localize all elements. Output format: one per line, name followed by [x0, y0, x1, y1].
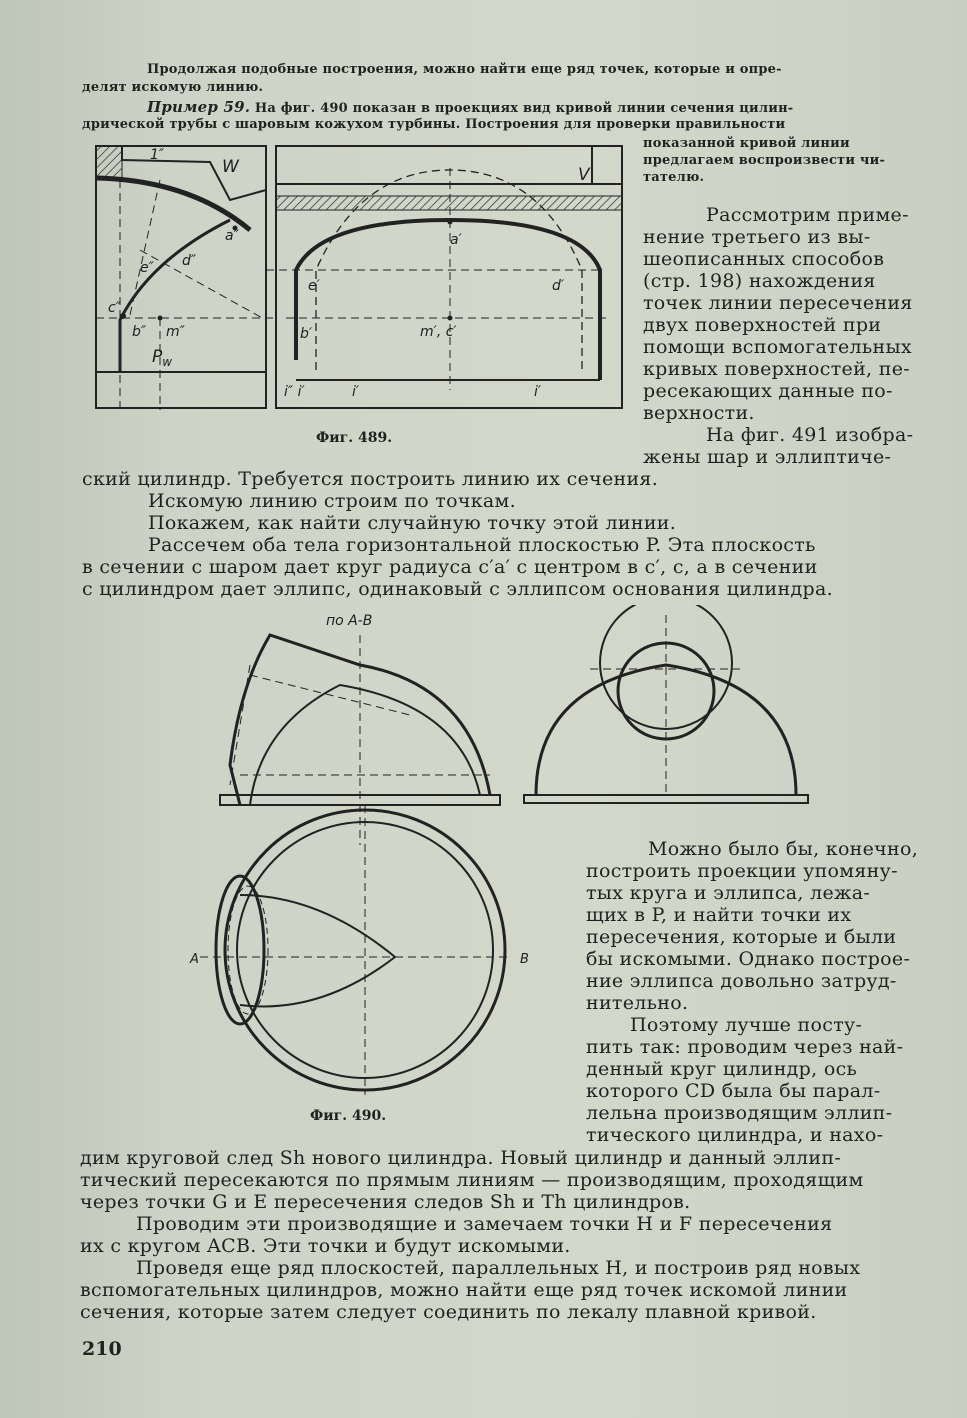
label-i1b: i′ — [534, 384, 542, 400]
label-c2: c″ — [108, 300, 121, 316]
fig490-dash-2 — [250, 675, 410, 715]
right-col2-line-1: Можно было бы, конечно, — [648, 838, 919, 860]
fig489-main-curve — [296, 220, 600, 370]
mid-line-5: в сечении с шаром дает круг радиуса c′a′ с центром в c′, c, а в сечении — [82, 556, 818, 578]
fig489-point-m — [158, 316, 163, 321]
label-d1: d′ — [552, 278, 565, 294]
right-col2-line-12: которого CD была бы парал- — [586, 1080, 881, 1102]
label-b2: b″ — [132, 324, 147, 340]
right-col2-line-7: ние эллипса довольно затруд- — [586, 970, 897, 992]
right-col2-line-13: лельна производящим эллип- — [586, 1102, 893, 1124]
fig489-dash-1 — [130, 180, 160, 315]
example-line-1 — [147, 98, 793, 116]
bottom-line-6: Проведя еще ряд плоскостей, параллельных H, и построив ряд новых — [136, 1257, 861, 1279]
right-col2-line-8: нительно. — [586, 992, 689, 1014]
bottom-line-4: Проводим эти производящие и замечаем точки H и F пересечения — [136, 1213, 833, 1235]
right-col2-line-9: Поэтому лучше посту- — [630, 1014, 863, 1036]
fig489-hatch-left — [96, 146, 122, 178]
label-pw-main: P — [152, 347, 163, 367]
bottom-line-2: тический пересекаются по прямым линиям — производящим, проходящим — [80, 1169, 864, 1191]
right-col2-line-10: пить так: проводим через най- — [586, 1036, 904, 1058]
right-col2-line-6: бы искомыми. Однако построе- — [586, 948, 911, 970]
right-col-line-12: жены шар и эллиптиче- — [643, 446, 892, 468]
caption-fig-490: Фиг. 490. — [310, 1108, 387, 1124]
right-col-line-6: двух поверхностей при — [643, 314, 882, 336]
mid-line-6: с цилиндром дает эллипс, одинаковый с эллипсом основания цилиндра. — [82, 578, 833, 600]
label-a1: a′ — [450, 232, 462, 248]
intro-line-2: делят искомую линию. — [82, 80, 264, 95]
right-col-line-4: (стр. 198) нахождения — [643, 270, 876, 292]
example-text-1: На фиг. 490 показан в проекциях вид кривой линии сечения цилин- — [254, 101, 794, 116]
fig489-hatch-band — [276, 196, 622, 210]
right-col2-line-3: тых круга и эллипса, лежа- — [586, 882, 871, 904]
mid-line-3: Покажем, как найти случайную точку этой линии. — [148, 512, 677, 534]
right-col-line-9: ресекающих данные по- — [643, 380, 893, 402]
intro-line-1: Продолжая подобные построения, можно найти еще ряд точек, которые и опре- — [147, 62, 782, 77]
bottom-line-7: вспомогательных цилиндров, можно найти еще ряд точек искомой линии — [80, 1279, 848, 1301]
label-e2: e″ — [140, 260, 154, 276]
fig489-pipe-profile — [122, 146, 266, 200]
right-col-line-8: кривых поверхностей, пе- — [643, 358, 910, 380]
fig489-point-a1 — [448, 220, 453, 225]
label-pw — [152, 347, 172, 369]
right-col-line-7: помощи вспомогательных — [643, 336, 912, 358]
fig490-dash-3 — [230, 665, 250, 785]
fig490-plan-ellipse — [216, 876, 264, 1024]
example-line-5: тателю. — [643, 170, 705, 185]
label-a2: a″ — [225, 228, 239, 244]
label-mc: m′, c′ — [420, 324, 457, 340]
caption-fig-489: Фиг. 489. — [316, 430, 393, 446]
label-e1: e′ — [308, 278, 320, 294]
label-pw-sub: w — [162, 355, 173, 369]
label-b: B — [520, 952, 529, 967]
bottom-line-8: сечения, которые затем следует соединить по лекалу плавной кривой. — [80, 1301, 817, 1323]
right-col-line-10: верхности. — [643, 402, 755, 424]
label-1: 1″ — [150, 147, 165, 163]
example-line-3: показанной кривой линии — [643, 136, 850, 151]
bottom-line-5: их с кругом ACB. Эти точки и будут искомыми. — [80, 1235, 571, 1257]
mid-line-2: Искомую линию строим по точкам. — [148, 490, 516, 512]
right-col2-line-5: пересечения, которые и были — [586, 926, 897, 948]
bottom-line-3: через точки G и E пересечения следов Sh и Th цилиндров. — [80, 1191, 691, 1213]
page-number: 210 — [82, 1338, 122, 1360]
fig489-dash-2 — [140, 250, 266, 320]
right-col2-line-14: тического цилиндра, и нахо- — [586, 1124, 884, 1146]
right-col2-line-11: денный круг цилиндр, ось — [586, 1058, 858, 1080]
fig489-point-m1 — [448, 316, 453, 321]
mid-line-1: ский цилиндр. Требуется построить линию их сечения. — [82, 468, 659, 490]
right-col-line-2: нение третьего из вы- — [643, 226, 871, 248]
right-col-line-3: шеописанных способов — [643, 248, 885, 270]
example-line-4: предлагаем воспроизвести чи- — [643, 153, 886, 168]
example-line-2: дрической трубы с шаровым кожухом турбины. Построения для проверки правильности — [82, 117, 786, 132]
label-v: V — [578, 165, 590, 185]
right-col-line-5: точек линии пересечения — [643, 292, 913, 314]
fig490-plan-ellipse-dash — [228, 886, 268, 1014]
label-a: A — [190, 952, 199, 967]
example-title: Пример 59. — [147, 98, 251, 116]
right-col-line-11: На фиг. 491 изобра- — [706, 424, 914, 446]
right-col2-line-2: построить проекции упомяну- — [586, 860, 898, 882]
fig490-inner-arc — [250, 685, 480, 805]
fig489-right-frame — [276, 146, 622, 408]
label-section: по A-B — [326, 613, 373, 629]
right-col-line-1: Рассмотрим приме- — [706, 204, 909, 226]
figure-489 — [90, 140, 630, 420]
label-b1: b′ — [300, 326, 313, 342]
right-col2-line-4: щих в P, и найти точки их — [586, 904, 852, 926]
label-m2: m″ — [166, 324, 185, 340]
label-w: W — [222, 157, 239, 177]
label-i1: i′ — [352, 384, 360, 400]
label-d2: d″ — [182, 253, 197, 269]
bottom-line-1: дим круговой след Sh нового цилиндра. Новый цилиндр и данный эллип- — [80, 1147, 842, 1169]
mid-line-4: Рассечем оба тела горизонтальной плоскостью P. Эта плоскость — [148, 534, 816, 556]
label-i2: i″ i′ — [284, 384, 305, 400]
fig490-flange-2 — [524, 795, 808, 803]
fig489-curve-left — [120, 220, 230, 372]
